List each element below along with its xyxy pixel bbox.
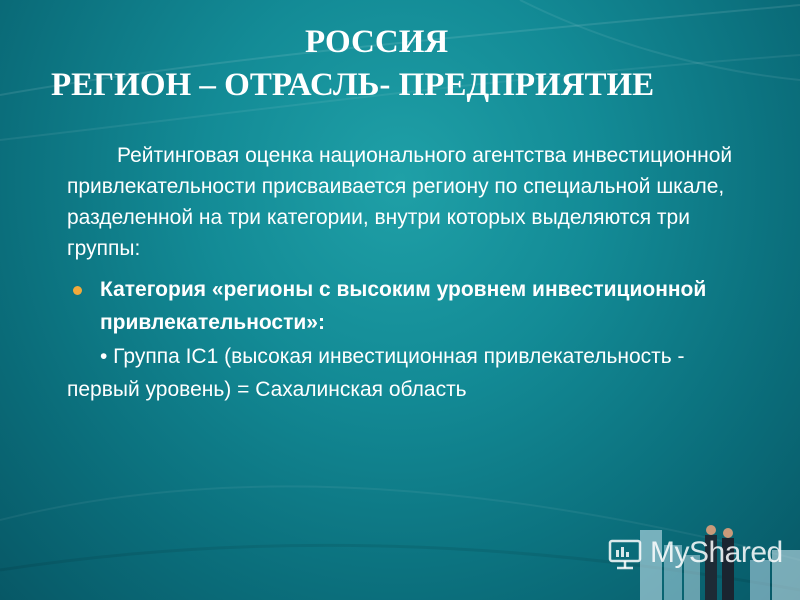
group-paragraph <box>67 340 757 406</box>
group-paragraph-text: • Группа IC1 (высокая инвестиционная привлекательность - первый уровень) = Сахалинская область <box>67 345 685 401</box>
intro-paragraph <box>67 140 747 264</box>
presentation-screen-icon <box>606 538 644 570</box>
watermark-brand-text: MyShared <box>650 536 783 569</box>
intro-paragraph-text: Рейтинговая оценка национального агентства инвестиционной привлекательности присваивается региону по специальной шкале, разделенной на три категории, внутри которых выделяются три группы: <box>67 144 733 260</box>
slide-title-line-1: РОССИЯ <box>305 24 449 60</box>
bullet-dot-icon <box>73 286 82 295</box>
slide-title-line-2: РЕГИОН – ОТРАСЛЬ- ПРЕДПРИЯТИЕ <box>51 67 655 103</box>
bullet-item-text: Категория «регионы с высоким уровнем инвестиционной привлекательности»: <box>100 278 707 334</box>
myshared-watermark <box>606 536 786 576</box>
